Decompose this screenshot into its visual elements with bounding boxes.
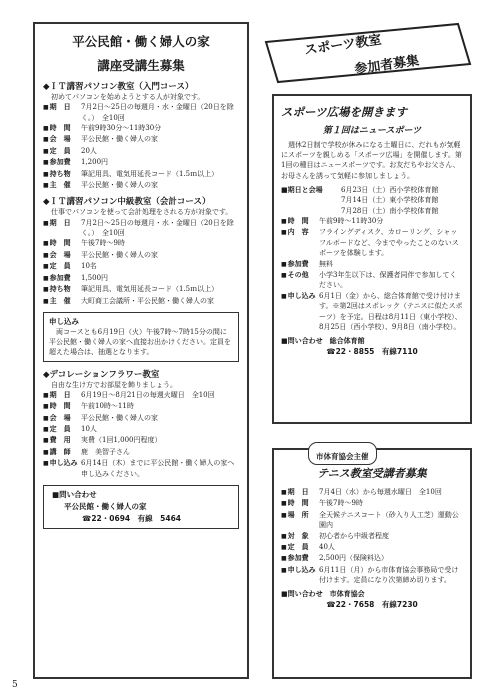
tennis-detail-row	[281, 510, 463, 531]
course1-intro: 初めてパソコンを始めようとする人が対象です。	[51, 93, 205, 101]
tennis-detail-value: 午後7時～9時	[319, 499, 363, 508]
left-contact-label: ■問い合わせ	[52, 489, 97, 499]
course3-detail-row	[43, 447, 239, 458]
sports-contact-label: ■問い合わせ 総合体育館	[281, 336, 365, 345]
course1-section	[43, 80, 239, 191]
course2-detail-value: 10名	[81, 262, 97, 271]
banner-line1: スポーツ教室	[303, 32, 383, 59]
sports-detail-label: ■ 内 容	[281, 227, 319, 258]
sports-detail-label: ■ 参加費	[281, 259, 319, 270]
tennis-detail-row	[281, 487, 463, 498]
apply-text: 両コースとも6月19日（火）午後7時～7時15分の間に平公民館・働く婦人の家へ直接お出かけください。定員を超えた場合は、抽選となります。	[49, 327, 231, 357]
course2-detail-label: ■ 参加費	[43, 273, 81, 284]
tennis-detail-label: ■ 時 間	[281, 498, 319, 509]
course3-detail-label: ■ 定 員	[43, 424, 81, 435]
left-title-line2: 講座受講生募集	[97, 58, 185, 73]
course1-title: ◆ＩＴ講習パソコン教室（入門コース）	[43, 82, 194, 92]
course3-detail-row	[43, 401, 239, 412]
tennis-contact-label: ■問い合わせ 市体育協会	[281, 589, 365, 598]
course1-detail-value: 筆記用具、電気用延長コード（1.5ｍ以上）	[81, 169, 219, 178]
left-contact-name: 平公民館・働く婦人の家	[64, 501, 147, 511]
course3-detail-label: ■ 費 用	[43, 435, 81, 446]
course2-detail-value: 午後7時～9時	[81, 239, 125, 248]
tennis-detail-value: 40人	[319, 543, 335, 552]
apply-box	[43, 312, 239, 362]
sports-detail-value: フライングディスク、カローリング、シャッフルボードなど、今までやったことのないスポーツを体験します。	[319, 228, 459, 258]
course1-detail-row	[43, 134, 239, 145]
sports-dates-label: 期日と会場	[287, 185, 323, 194]
sports-date-item: 6月23日（土）西小学校体育館	[341, 185, 439, 194]
course1-detail-row	[43, 180, 239, 191]
sports-detail-value: 小学3年生以下は、保護者同伴で参加してください。	[319, 271, 457, 290]
course3-detail-row	[43, 424, 239, 435]
sports-detail-value: 午前9時～11時30分	[319, 217, 384, 226]
tennis-detail-label: ■ 定 員	[281, 542, 319, 553]
course1-detail-value: 午前9時30分～11時30分	[81, 124, 162, 133]
course2-detail-row	[43, 273, 239, 284]
tennis-badge-text: 市体育協会主催	[316, 452, 369, 461]
sports-detail-value: 無料	[319, 259, 333, 268]
tennis-detail-value: 全天候テニスコート（砂入り人工芝）運動公園内	[319, 510, 459, 530]
course3-detail-value: 午前10時～11時	[81, 402, 134, 411]
tennis-detail-row	[281, 565, 463, 586]
course2-detail-label: ■ 持ち物	[43, 284, 81, 295]
left-panel	[33, 22, 249, 679]
tennis-detail-value: 7月4日（水）から毎週水曜日 全10回	[319, 488, 442, 496]
sports-details	[281, 216, 463, 332]
sports-detail-value: 6月1日（金）から、総合体育館で受け付けます。※第2回はスポレック（テニスに似たスポーツ）を予定。日程は8月11日（東小学校）、8月25日（西小学校）、9月8日（南小学校）。	[319, 291, 463, 332]
left-contact-phone: ☎22・0694 有線 5464	[82, 513, 182, 523]
sports-detail-row	[281, 270, 463, 291]
course1-detail-label: ■ 参加費	[43, 157, 81, 168]
tennis-details	[281, 487, 463, 586]
tennis-detail-label: ■ 場 所	[281, 510, 319, 531]
apply-heading: 申し込み	[49, 316, 79, 326]
tennis-detail-label: ■ 申し込み	[281, 565, 319, 586]
course1-detail-row	[43, 157, 239, 168]
course3-detail-label: ■ 講 師	[43, 447, 81, 458]
tennis-detail-row	[281, 498, 463, 509]
tennis-detail-row	[281, 542, 463, 553]
sports-detail-label: ■ 申し込み	[281, 291, 319, 333]
course1-detail-row	[43, 169, 239, 180]
course1-detail-row	[43, 146, 239, 157]
sports-detail-row	[281, 291, 463, 333]
tennis-detail-value: 2,500円（保険料込）	[319, 554, 389, 563]
course3-title: ◆デコレーションフラワー教室	[43, 369, 160, 380]
course1-detail-label: ■ 持ち物	[43, 169, 81, 180]
course2-detail-label: ■ 時 間	[43, 238, 81, 249]
course2-detail-value: 1,500円	[81, 273, 109, 282]
course2-detail-row	[43, 284, 239, 295]
course1-detail-label: ■ 定 員	[43, 146, 81, 157]
sports-dates-label-wrap: ■期日と会場	[281, 185, 323, 194]
course2-detail-row	[43, 218, 239, 239]
course3-detail-value: 6月19日～8月21日の毎週火曜日 全10回	[81, 390, 215, 399]
course3-intro: 自由な生け方でお部屋を飾りましょう。	[51, 380, 177, 389]
course2-detail-row	[43, 296, 239, 307]
course2-section	[43, 195, 239, 306]
course3-details	[43, 390, 239, 479]
tennis-panel	[272, 448, 472, 679]
sports-date-item: 7月14日（土）東小学校体育館	[341, 196, 439, 205]
left-title-line1: 平公民館・働く婦人の家	[72, 34, 210, 49]
course2-detail-row	[43, 238, 239, 249]
course2-detail-row	[43, 250, 239, 261]
course3-section	[43, 368, 239, 479]
course3-detail-value: 6月14日（木）までに平公民館・働く婦人の家へ申し込みください。	[81, 459, 235, 478]
course2-detail-value: 7月2日～25日の毎週月・水・金曜日（20日を除く。） 全10回	[81, 218, 234, 238]
course1-detail-label: ■ 期 日	[43, 102, 81, 123]
course1-detail-row	[43, 123, 239, 134]
course3-detail-row	[43, 390, 239, 401]
sports-title: スポーツ広場を開きます	[281, 105, 408, 119]
left-title-block	[43, 32, 239, 74]
course1-details	[43, 102, 239, 191]
course3-detail-value: 10人	[81, 424, 97, 433]
course3-detail-label: ■ 申し込み	[43, 458, 81, 479]
tennis-detail-row	[281, 553, 463, 564]
tennis-contact-phone: ☎22・7658 有線7230	[326, 599, 418, 609]
course1-detail-label: ■ 主 催	[43, 180, 81, 191]
course3-detail-label: ■ 期 日	[43, 390, 81, 401]
banner-line2: 参加者募集	[353, 53, 421, 78]
sports-date-item: 7月28日（土）南小学校体育館	[341, 206, 439, 215]
tennis-detail-value: 初心者から中級者程度	[319, 531, 389, 540]
course3-detail-row	[43, 413, 239, 424]
page-number: 5	[12, 680, 18, 690]
course2-detail-value: 筆記用具、電気用延長コード（1.5ｍ以上）	[81, 285, 219, 294]
sports-plaza-panel	[272, 94, 472, 424]
course3-detail-label: ■ 会 場	[43, 413, 81, 424]
course2-title: ◆ＩＴ講習パソコン中級教室（会計コース）	[43, 197, 211, 208]
course2-detail-value: 平公民館・働く婦人の家	[81, 250, 158, 259]
course3-detail-value: 実費（1回1,000円程度）	[81, 436, 162, 445]
course2-detail-value: 大町商工会議所・平公民館・働く婦人の家	[81, 296, 214, 305]
tennis-detail-label: ■ 参加費	[281, 553, 319, 564]
course3-detail-label: ■ 時 間	[43, 401, 81, 412]
course3-detail-row	[43, 435, 239, 446]
course2-detail-label: ■ 期 日	[43, 218, 81, 239]
course2-detail-label: ■ 主 催	[43, 296, 81, 307]
sports-banner	[262, 20, 474, 86]
course1-detail-value: 平公民館・働く婦人の家	[81, 181, 158, 190]
course3-detail-row	[43, 458, 239, 479]
tennis-detail-label: ■ 期 日	[281, 487, 319, 498]
course1-detail-value: 1,200円	[81, 158, 109, 167]
course2-detail-label: ■ 定 員	[43, 261, 81, 272]
course3-detail-value: 鹿 美智子さん	[81, 447, 130, 456]
course2-detail-label: ■ 会 場	[43, 250, 81, 261]
tennis-detail-label: ■ 対 象	[281, 531, 319, 542]
sports-detail-label: ■ その他	[281, 270, 319, 291]
course1-detail-label: ■ 時 間	[43, 123, 81, 134]
sports-dates-list	[341, 185, 463, 216]
tennis-detail-value: 6月11日（月）から市体育協会事務局で受け付けます。定員になり次第締め切ります。	[319, 565, 459, 585]
course2-intro: 仕事でパソコンを使って会計処理をされる方が対象です。	[51, 208, 233, 217]
sports-detail-label: ■ 時 間	[281, 216, 319, 227]
sports-detail-row	[281, 227, 463, 258]
course1-detail-row	[43, 102, 239, 123]
tennis-detail-row	[281, 531, 463, 542]
course2-detail-row	[43, 261, 239, 272]
course1-detail-value: 平公民館・働く婦人の家	[81, 135, 158, 144]
sports-dates	[281, 185, 463, 216]
course1-detail-label: ■ 会 場	[43, 134, 81, 145]
course1-detail-value: 7月2日～25日の毎週月・水・金曜日（20日を除く。） 全10回	[81, 103, 234, 122]
sports-subtitle: 第１回はニュースポーツ	[322, 126, 422, 136]
sports-detail-row	[281, 216, 463, 227]
left-contact-box	[43, 485, 239, 529]
tennis-title: テニス教室受講者募集	[317, 467, 427, 480]
sports-intro: 週休2日制で学校が休みになる土曜日に、だれもが気軽にスポーツを親しめる「スポーツ広場」を開催します。第1回の種目はニュースポーツです。お友だちやお父さん、お母さんを誘って気軽に参加しましょう。	[281, 141, 462, 180]
sports-contact-phone: ☎22・8855 有線7110	[326, 346, 418, 356]
course2-details	[43, 218, 239, 307]
course3-detail-value: 平公民館・働く婦人の家	[81, 413, 158, 422]
course1-detail-value: 20人	[81, 146, 97, 155]
tennis-badge	[308, 442, 377, 465]
sports-detail-row	[281, 259, 463, 270]
